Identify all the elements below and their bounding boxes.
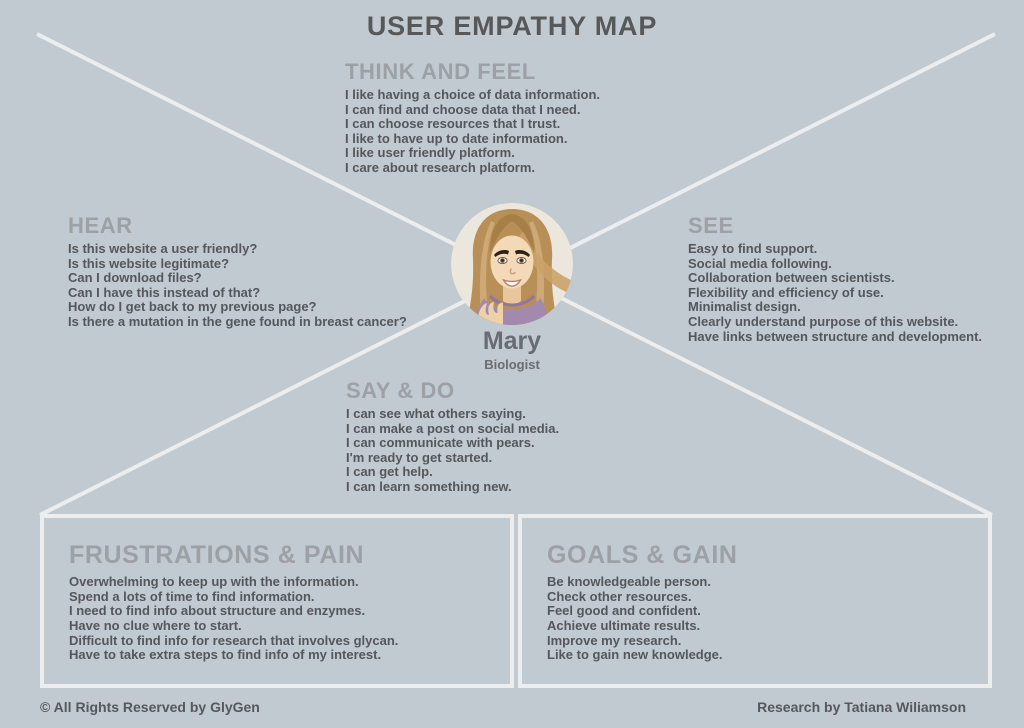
statement-line: Achieve ultimate results. [547, 618, 701, 634]
section-think-and-feel [345, 60, 600, 176]
statement-line: I can get help. [346, 464, 433, 480]
see-heading: SEE [688, 213, 734, 238]
statement-line: I like to have up to date information. [345, 130, 568, 146]
persona [412, 203, 612, 372]
statement-line: Improve my research. [547, 632, 682, 648]
section-see [688, 214, 982, 344]
statement-line: I can find and choose data that I need. [345, 101, 581, 117]
section-frustrations-and-pain [40, 514, 514, 688]
statement-line: I'm ready to get started. [346, 449, 493, 465]
say-and-do-statements [346, 407, 559, 495]
statement-line: Easy to find support. [688, 241, 818, 257]
section-hear [68, 214, 407, 330]
statement-line: Social media following. [688, 255, 832, 271]
think-and-feel-statements [345, 88, 600, 176]
statement-line: Have links between structure and development. [688, 328, 983, 344]
statement-line: Clearly understand purpose of this website. [688, 314, 959, 330]
think-and-feel-heading: THINK AND FEEL [345, 59, 536, 84]
frustrations-heading: FRUSTRATIONS & PAIN [69, 541, 365, 569]
statement-line: Is this website a user friendly? [68, 241, 258, 257]
statement-line: Difficult to find info for research that involves glycan. [69, 632, 399, 648]
statement-line: How do I get back to my previous page? [68, 299, 317, 315]
statement-line: I care about research platform. [345, 160, 536, 176]
say-and-do-heading: SAY & DO [346, 378, 455, 403]
statement-line: I can make a post on social media. [346, 420, 560, 436]
statement-line: I like having a choice of data information. [345, 87, 600, 103]
statement-line: Check other resources. [547, 588, 692, 604]
statement-line: Like to gain new knowledge. [547, 647, 723, 663]
see-statements [688, 242, 982, 344]
frustrations-statements [69, 575, 510, 663]
goals-heading: GOALS & GAIN [547, 541, 738, 569]
statement-line: Can I have this instead of that? [68, 284, 261, 300]
statement-line: Is there a mutation in the gene found in breast cancer? [68, 314, 407, 330]
statement-line: Have to take extra steps to find info of my interest. [69, 647, 382, 663]
statement-line: Is this website legitimate? [68, 255, 230, 271]
persona-role: Biologist [484, 357, 540, 372]
woman-portrait-icon [451, 203, 573, 325]
statement-line: I can communicate with pears. [346, 435, 535, 451]
research-credit-text: Research by Tatiana Wiliamson [757, 699, 966, 715]
hear-heading: HEAR [68, 213, 133, 238]
statement-line: I can learn something new. [346, 479, 512, 495]
statement-line: Flexibility and efficiency of use. [688, 284, 884, 300]
section-say-and-do [346, 379, 559, 495]
statement-line: I like user friendly platform. [345, 145, 515, 161]
goals-statements [547, 575, 988, 663]
page-title: USER EMPATHY MAP [366, 11, 658, 41]
statement-line: Feel good and confident. [547, 603, 701, 619]
statement-line: Minimalist design. [688, 299, 801, 315]
statement-line: Spend a lots of time to find information. [69, 588, 315, 604]
statement-line: I can choose resources that I trust. [345, 116, 561, 132]
statement-line: Can I download files? [68, 270, 202, 286]
statement-line: I need to find info about structure and enzymes. [69, 603, 366, 619]
hear-statements [68, 242, 407, 330]
statement-line: Overwhelming to keep up with the information. [69, 574, 359, 590]
persona-name: Mary [482, 327, 542, 355]
statement-line: Be knowledgeable person. [547, 574, 711, 590]
copyright-text: © All Rights Reserved by GlyGen [40, 699, 260, 715]
section-goals-and-gain [518, 514, 992, 688]
statement-line: Have no clue where to start. [69, 618, 242, 634]
statement-line: I can see what others saying. [346, 406, 526, 422]
statement-line: Collaboration between scientists. [688, 270, 895, 286]
